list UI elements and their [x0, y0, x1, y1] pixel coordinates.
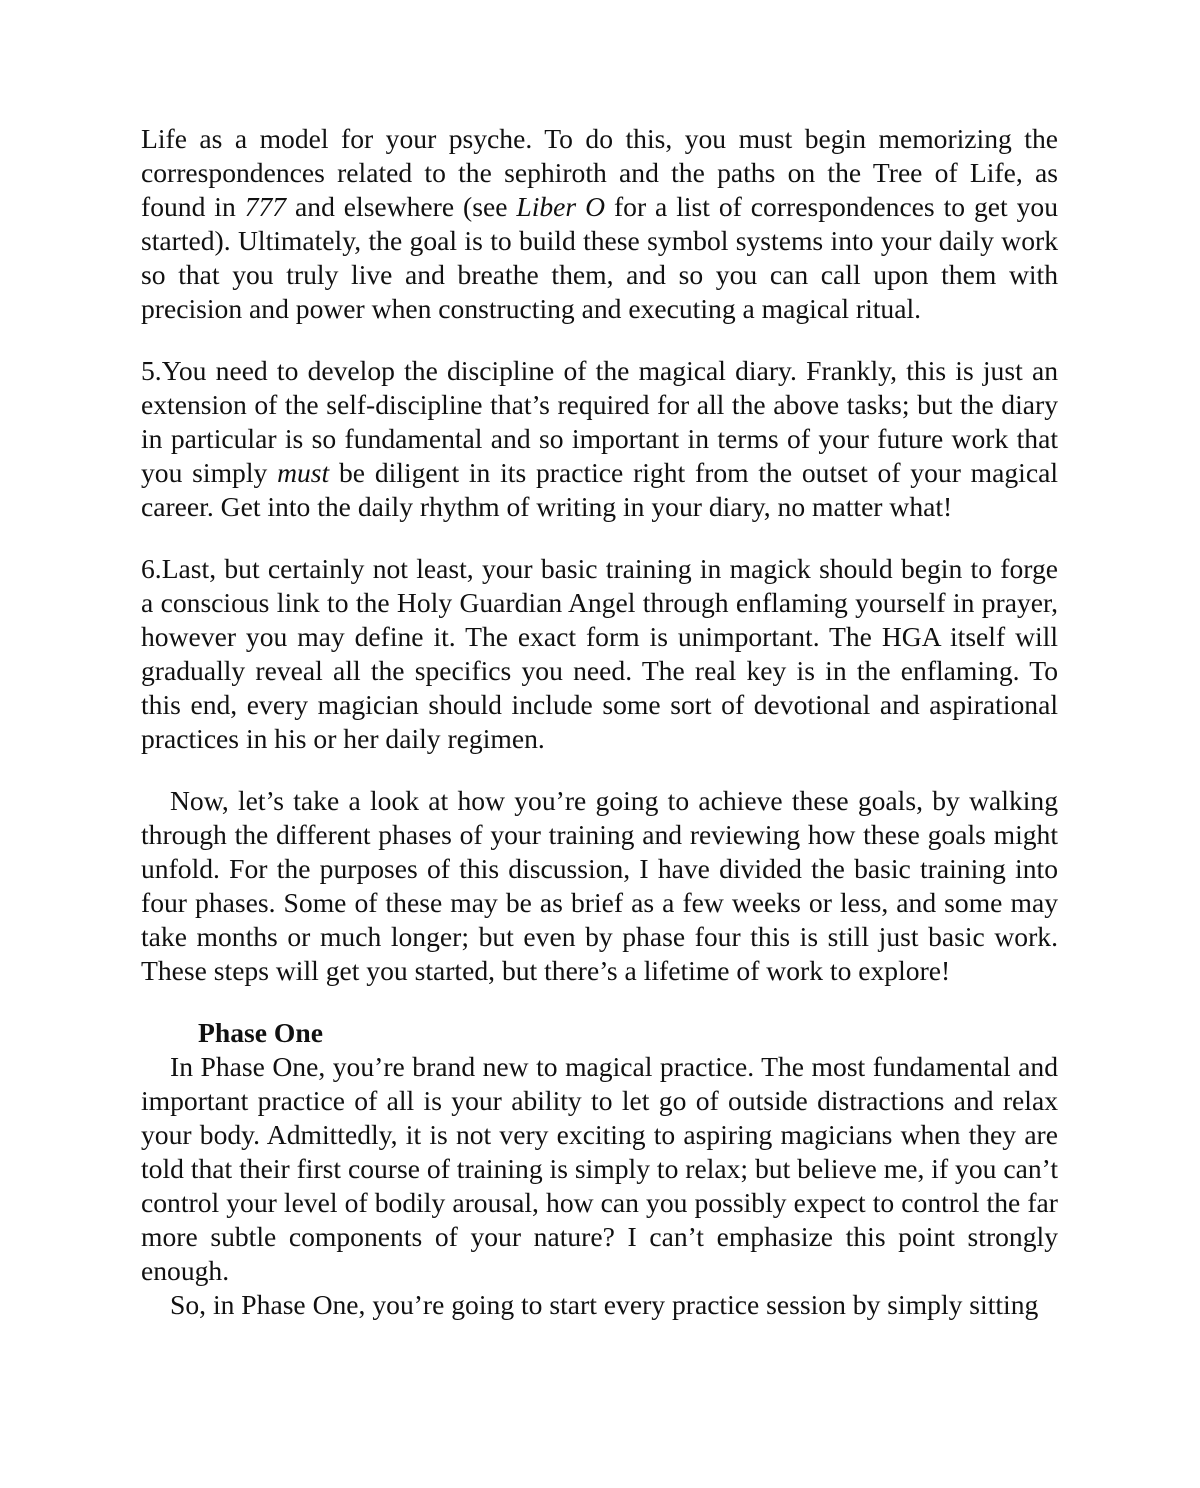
intro-text-1: Life as a model for your psyche. To do this, you must begin memorizing the correspondences related to the sephiroth and the paths on the Tree of Life, as found in	[141, 123, 1058, 222]
book-title-liber-o: Liber O	[516, 191, 606, 222]
intro-paragraph	[141, 122, 1058, 326]
paragraph-phase-one: In Phase One, you’re brand new to magical practice. The most fundamental and important practice of all is your ability to let go of outside distractions and relax your body. Admittedly, it is not very exciting to aspiring magicians when they are told that their first course of training is simply to relax; but believe me, if you can’t control your level of bodily arousal, how can you possibly expect to control the far more subtle components of your nature? I can’t emphasize this point strongly enough.	[141, 1051, 1058, 1286]
item5-text-2: be diligent in its practice right from the outset of your magical career. Get into the daily rhythm of writing in your diary, no matter what!	[141, 457, 1058, 522]
item5-text-1: 5.You need to develop the discipline of the magical diary. Frankly, this is just an extension of the self-discipline that’s required for all the above tasks; but the diary in particular is so fundamental and so important in terms of your future work that you simply	[141, 355, 1058, 488]
intro-text-2: and elsewhere (see	[286, 191, 517, 222]
list-item-5	[141, 354, 1058, 524]
paragraph-so: So, in Phase One, you’re going to start every practice session by simply sitting	[170, 1289, 1039, 1320]
list-item-6: 6.Last, but certainly not least, your basic training in magick should begin to forge a conscious link to the Holy Guardian Angel through enflaming yourself in prayer, however you may define it. The exact form is unimportant. The HGA itself will gradually reveal all the specifics you need. The real key is in the enflaming. To this end, every magician should include some sort of devotional and aspirational practices in his or her daily regimen.	[141, 553, 1058, 754]
item5-emphasis: must	[277, 457, 330, 488]
intro-text-3: for a list of correspondences to get you started). Ultimately, the goal is to build these symbol systems into your daily work so that you truly live and breathe them, and so you can call upon them with precision and power when constructing and executing a magical ritual.	[141, 191, 1059, 324]
book-title-777: 777	[244, 191, 287, 222]
document-page	[141, 122, 1058, 1322]
paragraph-now: Now, let’s take a look at how you’re going to achieve these goals, by walking through the different phases of your training and reviewing how these goals might unfold. For the purposes of this discussion, I have divided the basic training into four phases. Some of these may be as brief as a few weeks or less, and some may take months or much longer; but even by phase four this is still just basic work. These steps will get you started, but there’s a lifetime of work to explore!	[141, 785, 1058, 986]
section-heading-phase-one: Phase One	[198, 1017, 323, 1048]
